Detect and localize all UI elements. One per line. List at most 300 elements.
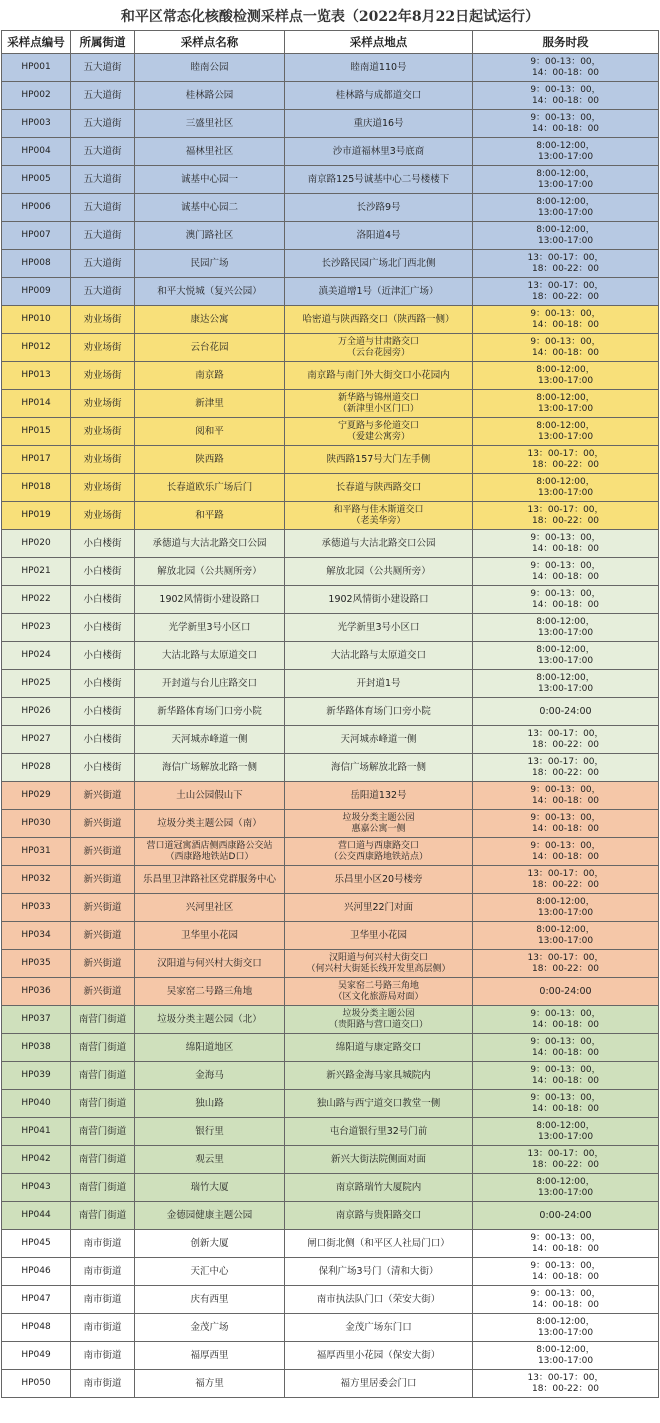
table-header-row (2, 31, 659, 54)
cell-name-line: 营口道冠寓酒店侧西康路公交站 (146, 840, 273, 851)
cell-time-line: 8:00-12:00， (536, 476, 595, 487)
cell-street: 新兴街道 (71, 866, 135, 894)
cell-time-line: 18：00-22：00 (531, 1159, 600, 1170)
cell-time-line: 14：00-18：00 (531, 823, 600, 834)
cell-address (285, 390, 473, 418)
cell-street: 南营门街道 (71, 1006, 135, 1034)
cell-time (473, 446, 659, 474)
cell-name-line: 诚基中心园一 (180, 174, 238, 185)
cell-time-line: 9：00-13：00， (530, 1232, 601, 1243)
cell-address (285, 530, 473, 558)
cell-name-line: 大沽北路与太原道交口 (161, 650, 257, 661)
cell-id: HP041 (2, 1118, 71, 1146)
cell-name-line: 康达公寓 (190, 314, 229, 325)
cell-time (473, 558, 659, 586)
cell-street: 五大道街 (71, 138, 135, 166)
cell-street: 小白楼街 (71, 530, 135, 558)
cell-name-line: 睦南公园 (190, 62, 229, 73)
table-row (2, 474, 659, 502)
table-row (2, 54, 659, 82)
cell-address-line: （何兴村大街延长线开发里高层侧） (306, 963, 451, 974)
table-row (2, 558, 659, 586)
cell-id: HP047 (2, 1286, 71, 1314)
cell-time (473, 698, 659, 726)
cell-name-line: 民园广场 (190, 258, 229, 269)
cell-time (473, 782, 659, 810)
cell-id: HP048 (2, 1314, 71, 1342)
cell-id: HP034 (2, 922, 71, 950)
cell-address-line: 长春道与陕西路交口 (335, 482, 422, 493)
cell-address (285, 110, 473, 138)
cell-street: 五大道街 (71, 82, 135, 110)
cell-time-line: 8:00-12:00， (536, 616, 595, 627)
cell-id: HP036 (2, 978, 71, 1006)
table-row (2, 278, 659, 306)
cell-address (285, 1342, 473, 1370)
cell-street: 南营门街道 (71, 1146, 135, 1174)
cell-street: 小白楼街 (71, 754, 135, 782)
cell-time-line: 14：00-18：00 (531, 67, 600, 78)
cell-street: 五大道街 (71, 166, 135, 194)
cell-id: HP006 (2, 194, 71, 222)
cell-time-line: 14：00-18：00 (531, 1103, 600, 1114)
cell-street: 南营门街道 (71, 1034, 135, 1062)
table-row (2, 670, 659, 698)
table-row (2, 1258, 659, 1286)
cell-address (285, 474, 473, 502)
cell-id: HP030 (2, 810, 71, 838)
cell-id: HP018 (2, 474, 71, 502)
cell-time-line: 8:00-12:00， (536, 1120, 595, 1131)
cell-time-line: 18：00-22：00 (531, 879, 600, 890)
cell-id: HP033 (2, 894, 71, 922)
cell-time (473, 166, 659, 194)
cell-time (473, 978, 659, 1006)
cell-time-line: 13：00-17：00， (527, 448, 604, 459)
table-row (2, 614, 659, 642)
table-row (2, 502, 659, 530)
cell-time-line: 9：00-13：00， (530, 560, 601, 571)
cell-time (473, 586, 659, 614)
cell-time-line: 8:00-12:00， (536, 224, 595, 235)
cell-id: HP007 (2, 222, 71, 250)
table-row (2, 82, 659, 110)
cell-time (473, 1118, 659, 1146)
cell-time (473, 1370, 659, 1398)
cell-address-line: 南京路125号诚基中心二号楼楼下 (307, 174, 450, 185)
cell-address-line: 汉阳道与何兴村大街交口 (328, 952, 428, 963)
cell-address (285, 1090, 473, 1118)
cell-time-line: 9：00-13：00， (530, 336, 601, 347)
cell-street: 南营门街道 (71, 1062, 135, 1090)
cell-street: 南营门街道 (71, 1202, 135, 1230)
cell-name-line: 庆有西里 (190, 1294, 229, 1305)
cell-time-line: 9：00-13：00， (530, 308, 601, 319)
cell-address (285, 1174, 473, 1202)
cell-name-line: 土山公园假山下 (176, 790, 243, 801)
cell-name-line: 独山路 (195, 1098, 224, 1109)
cell-address-line: （爱建公寓旁） (346, 431, 410, 442)
cell-name (135, 1258, 285, 1286)
table-row (2, 446, 659, 474)
cell-name (135, 166, 285, 194)
cell-time-line: 0:00-24:00 (539, 1210, 592, 1221)
table-row (2, 418, 659, 446)
cell-name (135, 614, 285, 642)
cell-street: 劝业场街 (71, 446, 135, 474)
cell-address-line: 解放北园（公共厕所旁） (326, 566, 431, 577)
cell-time (473, 474, 659, 502)
cell-id: HP003 (2, 110, 71, 138)
cell-address-line: 吴家窑二号路三角地 (337, 980, 419, 991)
cell-time (473, 922, 659, 950)
cell-name (135, 894, 285, 922)
cell-address-line: 南市执法队门口（荣安大街） (316, 1294, 441, 1305)
cell-id: HP050 (2, 1370, 71, 1398)
cell-name (135, 306, 285, 334)
table-row (2, 1286, 659, 1314)
cell-time-line: 13：00-17：00， (527, 280, 604, 291)
cell-name-line: 长春道欧乐广场后门 (166, 482, 253, 493)
cell-address-line: 新华路与锦州道交口 (337, 392, 419, 403)
cell-name (135, 726, 285, 754)
cell-address (285, 502, 473, 530)
cell-time (473, 1314, 659, 1342)
cell-address (285, 362, 473, 390)
cell-address (285, 1370, 473, 1398)
cell-name (135, 978, 285, 1006)
table-row (2, 362, 659, 390)
cell-time-line: 13:00-17:00 (537, 403, 594, 414)
cell-name-line: 吴家窑二号路三角地 (166, 986, 253, 997)
cell-street: 小白楼街 (71, 558, 135, 586)
cell-time-line: 9：00-13：00， (530, 812, 601, 823)
cell-address-line: 垃圾分类主题公园 (342, 812, 415, 823)
cell-name (135, 670, 285, 698)
cell-name-line: 新津里 (195, 398, 224, 409)
cell-name (135, 222, 285, 250)
table-row (2, 334, 659, 362)
cell-name-line: 汉阳道与何兴村大街交口 (157, 958, 262, 969)
cell-name-line: 金德园健康主题公园 (166, 1210, 253, 1221)
cell-address (285, 54, 473, 82)
cell-time (473, 1034, 659, 1062)
table-row (2, 754, 659, 782)
cell-name-line: 承德道与大沽北路交口公园 (152, 538, 267, 549)
cell-id: HP026 (2, 698, 71, 726)
cell-name-line: 绵阳道地区 (185, 1042, 234, 1053)
cell-address (285, 726, 473, 754)
cell-time-line: 14：00-18：00 (531, 1271, 600, 1282)
cell-street: 南市街道 (71, 1314, 135, 1342)
cell-name (135, 558, 285, 586)
sampling-points-table (1, 30, 659, 1398)
cell-id: HP035 (2, 950, 71, 978)
cell-address (285, 670, 473, 698)
cell-time (473, 1146, 659, 1174)
table-row (2, 166, 659, 194)
cell-time-line: 13:00-17:00 (537, 1131, 594, 1142)
cell-name-line: 福方里 (195, 1378, 224, 1389)
cell-time-line: 13：00-17：00， (527, 1148, 604, 1159)
cell-time-line: 13:00-17:00 (537, 151, 594, 162)
cell-time-line: 14：00-18：00 (531, 1299, 600, 1310)
cell-name (135, 502, 285, 530)
cell-address-line: 1902风情街小建设路口 (328, 594, 429, 605)
cell-id: HP040 (2, 1090, 71, 1118)
cell-street: 劝业场街 (71, 362, 135, 390)
cell-id: HP022 (2, 586, 71, 614)
cell-time-line: 18：00-22：00 (531, 767, 600, 778)
cell-name (135, 1090, 285, 1118)
cell-time (473, 390, 659, 418)
cell-street: 小白楼街 (71, 726, 135, 754)
cell-time-line: 9：00-13：00， (530, 84, 601, 95)
cell-street: 五大道街 (71, 278, 135, 306)
cell-name-line: 天汇中心 (190, 1266, 229, 1277)
cell-id: HP009 (2, 278, 71, 306)
cell-time (473, 362, 659, 390)
cell-address-line: 沙市道福林里3号底商 (332, 146, 425, 157)
cell-address-line: （区文化旅游局对面） (333, 991, 424, 1002)
cell-name-line: 乐昌里卫津路社区党群服务中心 (142, 874, 276, 885)
cell-name (135, 782, 285, 810)
cell-name (135, 1370, 285, 1398)
table-row (2, 110, 659, 138)
cell-street: 南市街道 (71, 1286, 135, 1314)
cell-address-line: 海信广场解放北路一侧 (330, 762, 426, 773)
cell-address-line: 兴河里22门对面 (343, 902, 414, 913)
cell-address-line: 乐昌里小区20号楼旁 (334, 874, 423, 885)
table-row (2, 950, 659, 978)
cell-time-line: 9：00-13：00， (530, 56, 601, 67)
cell-id: HP049 (2, 1342, 71, 1370)
cell-time-line: 9：00-13：00， (530, 532, 601, 543)
cell-time (473, 1174, 659, 1202)
cell-name-line: 和平大悦城（复兴公园） (157, 286, 262, 297)
cell-time-line: 14：00-18：00 (531, 543, 600, 554)
cell-street: 南市街道 (71, 1230, 135, 1258)
cell-address-line: （公交西康路地铁站点） (328, 851, 428, 862)
cell-time (473, 1062, 659, 1090)
cell-street: 小白楼街 (71, 642, 135, 670)
cell-name (135, 754, 285, 782)
cell-name (135, 922, 285, 950)
cell-street: 劝业场街 (71, 502, 135, 530)
cell-address-line: 桂林路与成都道交口 (335, 90, 422, 101)
cell-name-line: 福厚西里 (190, 1350, 229, 1361)
cell-id: HP028 (2, 754, 71, 782)
cell-name-line: 和平路 (195, 510, 224, 521)
cell-address (285, 1034, 473, 1062)
table-row (2, 782, 659, 810)
table-row (2, 138, 659, 166)
cell-time-line: 9：00-13：00， (530, 112, 601, 123)
cell-id: HP005 (2, 166, 71, 194)
cell-name-line: 卫华里小花园 (180, 930, 238, 941)
cell-address (285, 558, 473, 586)
cell-time-line: 14：00-18：00 (531, 571, 600, 582)
cell-name (135, 390, 285, 418)
cell-address-line: 福方里居委会门口 (340, 1378, 417, 1389)
cell-time (473, 502, 659, 530)
cell-name (135, 1118, 285, 1146)
cell-address (285, 222, 473, 250)
cell-address (285, 166, 473, 194)
table-row (2, 250, 659, 278)
cell-street: 劝业场街 (71, 306, 135, 334)
cell-name-line: 1902风情街小建设路口 (159, 594, 260, 605)
cell-name (135, 82, 285, 110)
cell-street: 五大道街 (71, 110, 135, 138)
cell-name-line: 解放北园（公共厕所旁） (157, 566, 262, 577)
cell-address (285, 194, 473, 222)
cell-time (473, 1202, 659, 1230)
header-address: 采样点地点 (285, 31, 473, 54)
cell-id: HP032 (2, 866, 71, 894)
cell-time (473, 194, 659, 222)
cell-time-line: 13：00-17：00， (527, 252, 604, 263)
cell-time-line: 14：00-18：00 (531, 347, 600, 358)
cell-address-line: 保利广场3号门（清和大街） (318, 1266, 439, 1277)
cell-street: 新兴街道 (71, 838, 135, 866)
cell-street: 劝业场街 (71, 418, 135, 446)
cell-address (285, 138, 473, 166)
cell-name (135, 838, 285, 866)
cell-id: HP023 (2, 614, 71, 642)
table-row (2, 194, 659, 222)
cell-street: 新兴街道 (71, 810, 135, 838)
cell-address (285, 754, 473, 782)
cell-time-line: 18：00-22：00 (531, 291, 600, 302)
cell-name (135, 110, 285, 138)
table-row (2, 586, 659, 614)
cell-street: 小白楼街 (71, 586, 135, 614)
cell-address-line: 岳阳道132号 (350, 790, 407, 801)
cell-name (135, 1342, 285, 1370)
table-row (2, 894, 659, 922)
cell-time-line: 9：00-13：00， (530, 1288, 601, 1299)
cell-street: 南市街道 (71, 1258, 135, 1286)
cell-street: 南市街道 (71, 1342, 135, 1370)
cell-time-line: 13:00-17:00 (537, 1327, 594, 1338)
cell-time (473, 306, 659, 334)
cell-time (473, 110, 659, 138)
cell-street: 五大道街 (71, 222, 135, 250)
table-row (2, 866, 659, 894)
cell-address-line: 长沙路9号 (356, 202, 401, 213)
cell-time-line: 8:00-12:00， (536, 364, 595, 375)
table-row (2, 1034, 659, 1062)
cell-name (135, 362, 285, 390)
cell-address (285, 1006, 473, 1034)
cell-time (473, 222, 659, 250)
cell-address-line: 南京路瑞竹大厦院内 (335, 1182, 422, 1193)
cell-street: 五大道街 (71, 194, 135, 222)
cell-time-line: 14：00-18：00 (531, 95, 600, 106)
cell-address-line: 滇美道增1号（近津汇广场） (318, 286, 439, 297)
cell-time-line: 8:00-12:00， (536, 672, 595, 683)
cell-name-line: 银行里 (195, 1126, 224, 1137)
cell-name-line: 桂林路公园 (185, 90, 234, 101)
cell-address (285, 334, 473, 362)
cell-address (285, 838, 473, 866)
cell-time (473, 334, 659, 362)
cell-time-line: 18：00-22：00 (531, 459, 600, 470)
cell-time-line: 9：00-13：00， (530, 840, 601, 851)
cell-address-line: 开封道1号 (356, 678, 401, 689)
cell-time-line: 13:00-17:00 (537, 207, 594, 218)
cell-id: HP038 (2, 1034, 71, 1062)
cell-address (285, 1286, 473, 1314)
table-row (2, 390, 659, 418)
cell-time-line: 14：00-18：00 (531, 1047, 600, 1058)
cell-time (473, 670, 659, 698)
cell-time (473, 726, 659, 754)
cell-name (135, 1286, 285, 1314)
cell-time-line: 9：00-13：00， (530, 1008, 601, 1019)
cell-time (473, 1090, 659, 1118)
cell-name-line: 兴河里社区 (185, 902, 234, 913)
cell-time (473, 1258, 659, 1286)
cell-time (473, 82, 659, 110)
cell-address (285, 1230, 473, 1258)
cell-street: 南市街道 (71, 1370, 135, 1398)
cell-name-line: 新华路体育场门口旁小院 (157, 706, 262, 717)
cell-time-line: 13:00-17:00 (537, 683, 594, 694)
cell-id: HP021 (2, 558, 71, 586)
cell-address (285, 698, 473, 726)
cell-time-line: 13：00-17：00， (527, 504, 604, 515)
cell-id: HP004 (2, 138, 71, 166)
cell-time-line: 8:00-12:00， (536, 420, 595, 431)
cell-address-line: （老美华旁） (351, 515, 406, 526)
cell-time-line: 8:00-12:00， (536, 896, 595, 907)
cell-address (285, 614, 473, 642)
cell-address-line: 重庆道16号 (353, 118, 404, 129)
cell-street: 新兴街道 (71, 950, 135, 978)
cell-time-line: 9：00-13：00， (530, 588, 601, 599)
cell-name (135, 950, 285, 978)
cell-address (285, 642, 473, 670)
cell-time (473, 866, 659, 894)
cell-name-line: 金海马 (195, 1070, 224, 1081)
cell-address-line: 哈密道与陕西路交口（陕西路一侧） (302, 314, 455, 325)
cell-address-line: 金茂广场东门口 (345, 1322, 412, 1333)
table-row (2, 222, 659, 250)
cell-time-line: 8:00-12:00， (536, 1316, 595, 1327)
cell-time-line: 13：00-17：00， (527, 868, 604, 879)
cell-name (135, 1174, 285, 1202)
cell-id: HP046 (2, 1258, 71, 1286)
cell-address-line: 卫华里小花园 (349, 930, 407, 941)
cell-street: 劝业场街 (71, 474, 135, 502)
cell-address (285, 82, 473, 110)
cell-street: 新兴街道 (71, 922, 135, 950)
cell-time-line: 8:00-12:00， (536, 196, 595, 207)
cell-id: HP012 (2, 334, 71, 362)
cell-street: 南营门街道 (71, 1118, 135, 1146)
cell-time-line: 14：00-18：00 (531, 599, 600, 610)
cell-time (473, 838, 659, 866)
table-row (2, 1202, 659, 1230)
cell-time (473, 138, 659, 166)
cell-id: HP008 (2, 250, 71, 278)
cell-address (285, 810, 473, 838)
table-row (2, 1174, 659, 1202)
cell-name (135, 250, 285, 278)
cell-id: HP020 (2, 530, 71, 558)
